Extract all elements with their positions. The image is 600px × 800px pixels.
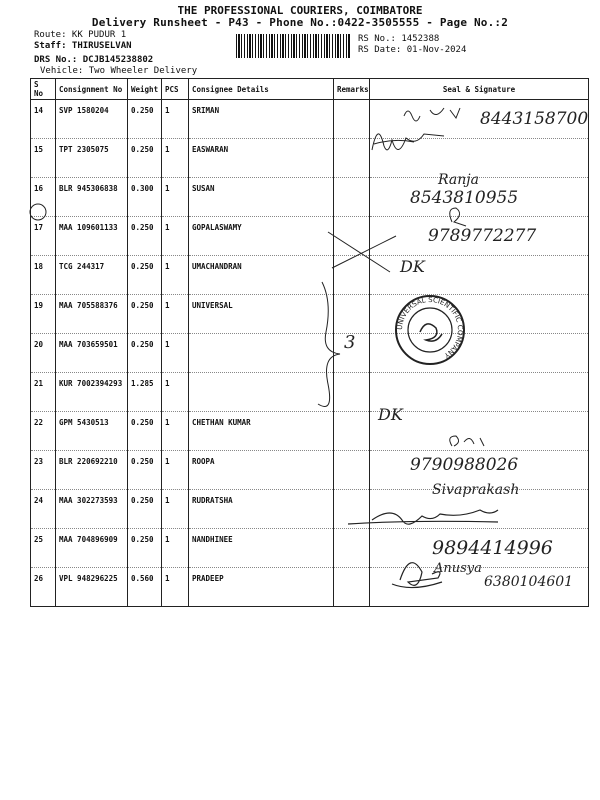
cell-weight: 0.250 xyxy=(128,100,162,139)
cell-weight: 0.250 xyxy=(128,334,162,373)
cell-consignment: MAA 703659501 xyxy=(56,334,128,373)
cell-seal xyxy=(370,490,589,529)
cell-consignment: MAA 109601133 xyxy=(56,217,128,256)
col-header-consignee: Consignee Details xyxy=(189,79,334,100)
cell-pcs: 1 xyxy=(162,295,189,334)
cell-consignment: VPL 948296225 xyxy=(56,568,128,607)
cell-weight: 0.250 xyxy=(128,490,162,529)
cell-consignee: PRADEEP xyxy=(189,568,334,607)
handwritten-phone-23: 9790988026 xyxy=(410,455,519,475)
table-row xyxy=(31,412,589,451)
handwritten-phone-25: 9894414996 xyxy=(432,537,553,559)
cell-weight: 0.300 xyxy=(128,178,162,217)
svg-text:UNIVERSAL SCIENTIFIC COMPANY: UNIVERSAL SCIENTIFIC COMPANY xyxy=(395,295,465,360)
cell-pcs: 1 xyxy=(162,451,189,490)
route-label: Route: KK PUDUR 1 xyxy=(34,30,127,40)
table-row xyxy=(31,295,589,334)
cell-seal xyxy=(370,451,589,490)
table-row xyxy=(31,100,589,139)
cell-sno: 16 xyxy=(31,178,56,217)
cell-remarks xyxy=(334,412,370,451)
cell-seal xyxy=(370,217,589,256)
cell-sno: 18 xyxy=(31,256,56,295)
company-title: THE PROFESSIONAL COURIERS, COIMBATORE xyxy=(177,4,423,17)
cell-consignee: SUSAN xyxy=(189,178,334,217)
cell-consignee: ROOPA xyxy=(189,451,334,490)
cell-consignee: UNIVERSAL xyxy=(189,295,334,334)
cell-consignment: MAA 704896909 xyxy=(56,529,128,568)
table-row xyxy=(31,529,589,568)
cell-consignment: TCG 244317 xyxy=(56,256,128,295)
cell-consignment: KUR 7002394293 xyxy=(56,373,128,412)
cell-pcs: 1 xyxy=(162,217,189,256)
cell-consignee: UMACHANDRAN xyxy=(189,256,334,295)
cell-remarks xyxy=(334,100,370,139)
cell-weight: 0.250 xyxy=(128,529,162,568)
cell-consignee: EASWARAN xyxy=(189,139,334,178)
cell-sno: 17 xyxy=(31,217,56,256)
cell-sno: 25 xyxy=(31,529,56,568)
cell-sno: 21 xyxy=(31,373,56,412)
cell-consignee xyxy=(189,334,334,373)
cell-sno: 19 xyxy=(31,295,56,334)
handwritten-name-24: Sivaprakash xyxy=(432,482,520,498)
cell-pcs: 1 xyxy=(162,568,189,607)
table-row xyxy=(31,178,589,217)
cell-weight: 0.250 xyxy=(128,217,162,256)
table-row xyxy=(31,334,589,373)
cell-remarks xyxy=(334,334,370,373)
cell-pcs: 1 xyxy=(162,490,189,529)
table-row xyxy=(31,568,589,607)
sheet-title: Delivery Runsheet - P43 - Phone No.:0422-3505555 - Page No.:2 xyxy=(91,16,509,29)
cell-sno: 20 xyxy=(31,334,56,373)
handwritten-phone-17: 9789772277 xyxy=(428,226,537,246)
handwritten-bracket-note: 3 xyxy=(344,332,356,353)
cell-seal xyxy=(370,100,589,139)
barcode xyxy=(236,34,350,58)
cell-consignment: SVP 1580204 xyxy=(56,100,128,139)
cell-sno: 24 xyxy=(31,490,56,529)
col-header-pcs: PCS xyxy=(162,79,189,100)
cell-seal xyxy=(370,412,589,451)
drs-label: DRS No.: DCJB145238802 xyxy=(34,55,154,65)
cell-pcs: 1 xyxy=(162,100,189,139)
cell-remarks xyxy=(334,217,370,256)
cell-seal xyxy=(370,568,589,607)
cell-seal xyxy=(370,178,589,217)
handwritten-name-26: Anusya xyxy=(434,561,482,576)
cell-weight: 0.250 xyxy=(128,256,162,295)
handwritten-sign-14: 8443158700 xyxy=(480,109,589,129)
cell-remarks xyxy=(334,373,370,412)
table-row xyxy=(31,451,589,490)
rs-date: RS Date: 01-Nov-2024 xyxy=(358,45,467,55)
cell-consignment: MAA 705588376 xyxy=(56,295,128,334)
cell-sno: 22 xyxy=(31,412,56,451)
cell-seal xyxy=(370,529,589,568)
cell-pcs: 1 xyxy=(162,412,189,451)
cell-remarks xyxy=(334,256,370,295)
handwritten-phone-16: 8543810955 xyxy=(410,188,519,208)
cell-seal xyxy=(370,334,589,373)
cell-sno: 15 xyxy=(31,139,56,178)
col-header-consignment: Consignment No xyxy=(56,79,128,100)
col-header-remarks: Remarks xyxy=(334,79,370,100)
cell-pcs: 1 xyxy=(162,139,189,178)
cell-consignee: SRIMAN xyxy=(189,100,334,139)
cell-sno: 26 xyxy=(31,568,56,607)
cell-pcs: 1 xyxy=(162,373,189,412)
cell-consignment: MAA 302273593 xyxy=(56,490,128,529)
handwritten-phone-26: 6380104601 xyxy=(484,574,574,590)
col-header-sno: S No xyxy=(31,79,56,100)
cell-remarks xyxy=(334,139,370,178)
cell-seal xyxy=(370,139,589,178)
table-row xyxy=(31,256,589,295)
cell-sno: 14 xyxy=(31,100,56,139)
cell-consignment: BLR 220692210 xyxy=(56,451,128,490)
runsheet-table xyxy=(30,78,589,607)
cell-consignment: GPM 5430513 xyxy=(56,412,128,451)
handwritten-name-16: Ranja xyxy=(438,172,479,188)
cell-remarks xyxy=(334,490,370,529)
cell-consignee: GOPALASWAMY xyxy=(189,217,334,256)
cell-consignee xyxy=(189,373,334,412)
cell-consignment: TPT 2305075 xyxy=(56,139,128,178)
cell-consignee: RUDRATSHA xyxy=(189,490,334,529)
table-header-row xyxy=(31,79,589,100)
cell-pcs: 1 xyxy=(162,529,189,568)
col-header-seal: Seal & Signature xyxy=(370,79,589,100)
cell-seal xyxy=(370,256,589,295)
cell-remarks xyxy=(334,529,370,568)
rs-number: RS No.: 1452388 xyxy=(358,34,440,44)
cell-seal xyxy=(370,373,589,412)
cell-weight: 0.250 xyxy=(128,451,162,490)
table-row xyxy=(31,139,589,178)
cell-sno: 23 xyxy=(31,451,56,490)
cell-pcs: 1 xyxy=(162,334,189,373)
table-row xyxy=(31,490,589,529)
col-header-weight: Weight xyxy=(128,79,162,100)
table-row xyxy=(31,217,589,256)
cell-consignee: NANDHINEE xyxy=(189,529,334,568)
cell-pcs: 1 xyxy=(162,256,189,295)
cell-remarks xyxy=(334,568,370,607)
cell-consignee: CHETHAN KUMAR xyxy=(189,412,334,451)
cell-weight: 0.250 xyxy=(128,139,162,178)
cell-weight: 1.285 xyxy=(128,373,162,412)
handwritten-dk-18: DK xyxy=(400,257,425,276)
vehicle-label: Vehicle: Two Wheeler Delivery xyxy=(40,66,198,76)
table-row xyxy=(31,373,589,412)
staff-label: Staff: THIRUSELVAN xyxy=(34,41,132,51)
handwritten-dk-22: DK xyxy=(378,405,403,424)
cell-remarks xyxy=(334,295,370,334)
cell-weight: 0.560 xyxy=(128,568,162,607)
cell-remarks xyxy=(334,178,370,217)
cell-weight: 0.250 xyxy=(128,412,162,451)
cell-pcs: 1 xyxy=(162,178,189,217)
cell-weight: 0.250 xyxy=(128,295,162,334)
cell-remarks xyxy=(334,451,370,490)
cell-seal xyxy=(370,295,589,334)
cell-consignment: BLR 945306838 xyxy=(56,178,128,217)
